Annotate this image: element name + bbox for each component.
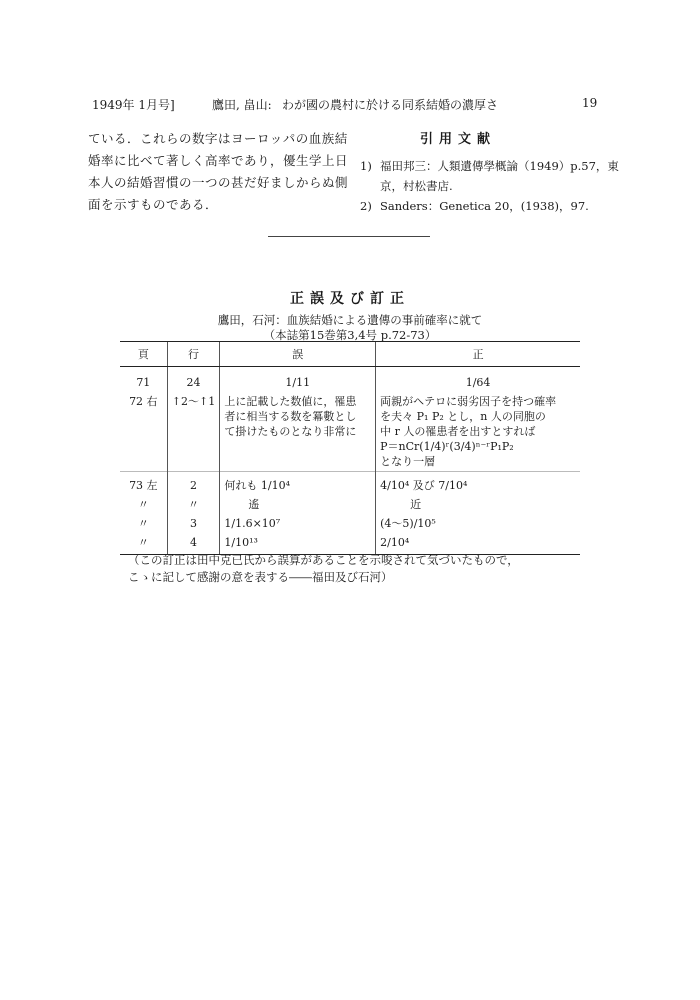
cell-line: 24 <box>167 367 220 393</box>
page-number: 19 <box>582 96 598 110</box>
cell-line: ↑2～↑1 <box>167 392 220 472</box>
cell-correct-line: (4～5)/10⁵ <box>380 517 436 530</box>
section-divider <box>268 236 430 237</box>
header-authors: 鷹田, 畠山: <box>212 98 272 112</box>
body-line: 本人の結婚習慣の一つの甚だ好ましからぬ側 <box>88 175 349 190</box>
cell-error-line: 1/1.6×10⁷ <box>224 517 281 530</box>
cell-error <box>220 367 376 393</box>
cell-error <box>220 472 376 496</box>
table-row <box>120 514 580 533</box>
column-header-error: 誤 <box>220 342 376 367</box>
cell-correct <box>376 472 580 496</box>
reference-1: 福田邦三：人類遺傳學概論（1949）p.57，東 <box>380 159 619 173</box>
table-row <box>120 472 580 496</box>
cell-page: 〃 <box>120 533 167 555</box>
cell-correct <box>376 514 580 533</box>
cell-page: 72 右 <box>129 395 158 408</box>
errata-subtitle: 鷹田，石河：血族結婚による遺傳の事前確率に就て <box>217 313 483 327</box>
column-header-correct: 正 <box>376 342 580 367</box>
header-title: わが國の農村に於ける同系結婚の濃厚さ <box>282 98 499 112</box>
cell-page: 〃 <box>137 498 149 511</box>
cell-error <box>220 514 376 533</box>
table-row <box>120 367 580 393</box>
cell-error-line: 1/10¹³ <box>224 536 258 549</box>
cell-line: 2 <box>167 472 220 496</box>
cell-correct-line: 2/10⁴ <box>380 536 410 549</box>
cell-error-line: 上に記載した数値に，罹患 <box>224 395 357 408</box>
body-line: 婚率に比べて著しく高率であり，優生学上日 <box>88 153 349 168</box>
acknowledgement-note <box>128 552 519 586</box>
column-header-line: 行 <box>167 342 220 367</box>
references-title: 引用文献 <box>420 132 497 147</box>
cell-page: 71 <box>136 376 151 389</box>
reference-1-cont: 京，村松書店. <box>380 179 453 193</box>
cell-error-line: 者に相当する数を冪數とし <box>224 410 357 423</box>
cell-error-line: 1/11 <box>285 376 311 389</box>
cell-error-line: 遙 <box>248 498 260 511</box>
cell-correct-line: 1/64 <box>465 376 491 389</box>
note-line: こゝに記して感謝の意を表する――福田及び石河） <box>128 570 393 584</box>
cell-correct-line: を夫々 P₁ P₂ とし，n 人の同胞の <box>380 410 546 423</box>
cell-correct-line: となり一層 <box>380 455 436 468</box>
cell-line: 3 <box>167 514 220 533</box>
cell-correct <box>376 495 580 514</box>
cell-error-line: 何れも 1/10⁴ <box>224 479 290 492</box>
cell-correct-line: P＝nCr(1/4)ʳ(3/4)ⁿ⁻ʳP₁P₂ <box>380 440 514 453</box>
issue-label: 1949年 1月号] <box>92 98 175 112</box>
table-row <box>120 392 580 472</box>
note-line: （この訂正は田中克已氏から誤算があることを示唆されて気づいたもので， <box>128 553 519 567</box>
cell-correct <box>376 392 580 472</box>
body-line: ている．これらの数字はヨーロッパの血族結 <box>88 131 348 146</box>
errata-source: （本誌第15巻第3,4号 p.72-73） <box>263 328 437 342</box>
cell-page: 73 左 <box>120 472 167 496</box>
cell-correct <box>376 367 580 393</box>
cell-page: 〃 <box>137 517 149 530</box>
cell-line: 〃 <box>167 495 220 514</box>
column-header-page: 頁 <box>120 342 167 367</box>
cell-error <box>220 495 376 514</box>
errata-title: 正誤及び訂正 <box>290 291 410 307</box>
cell-correct-line: 両親がヘテロに弱劣因子を持つ確率 <box>380 395 557 408</box>
reference-number: 2) <box>360 199 372 213</box>
cell-correct-line: 中 r 人の罹患者を出すとすれば <box>380 425 536 438</box>
reference-2: Sanders：Genetica 20，(1938)，97. <box>380 199 589 213</box>
cell-line: 4 <box>167 533 220 555</box>
cell-correct-line: 4/10⁴ 及び 7/10⁴ <box>380 479 468 492</box>
reference-number: 1) <box>360 159 372 173</box>
errata-table <box>120 341 580 555</box>
table-row <box>120 495 580 514</box>
cell-error <box>220 392 376 472</box>
cell-correct-line: 近 <box>410 498 422 511</box>
cell-error-line: て掛けたものとなり非常に <box>224 425 357 438</box>
body-text <box>88 128 349 216</box>
body-line: 面を示すものである． <box>88 197 219 212</box>
